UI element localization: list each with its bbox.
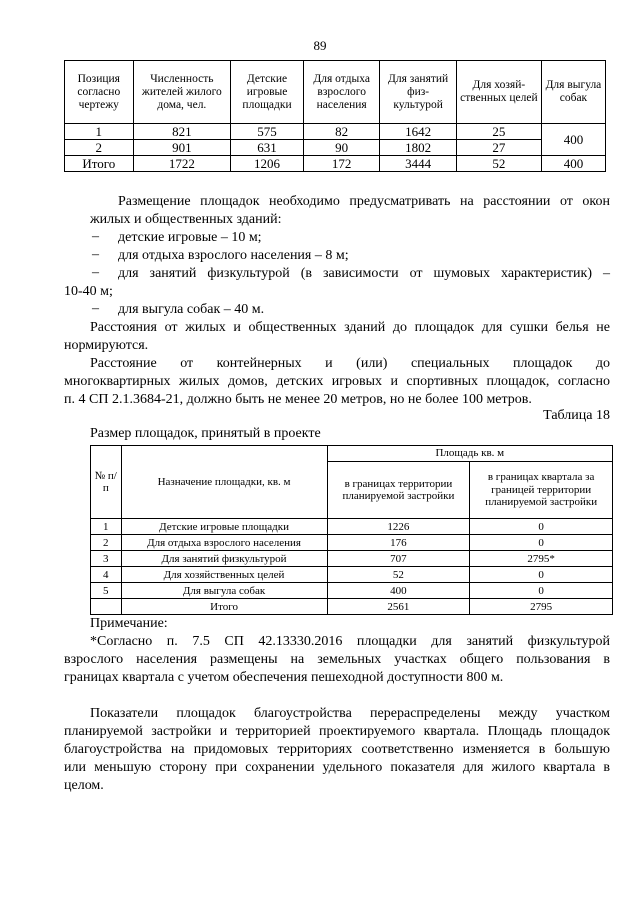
cell [91,599,122,615]
cell: 2795 [470,599,613,615]
cell: 0 [470,519,613,535]
cell: 27 [456,140,541,156]
col-header-inside: в границах территории планируемой застройки [327,462,470,519]
col-header: Для занятий физ-культурой [380,61,456,124]
table-row [91,583,613,599]
cell: 52 [327,567,470,583]
note-line: границах квартала с учетом обеспечения пешеходной доступности 800 м. [64,670,504,685]
cell: 821 [133,124,231,140]
table-header-row [91,446,613,462]
cell: 52 [456,156,541,172]
col-header: Численность жителей жилого дома, чел. [133,61,231,124]
list-item: для выгула собак – 40 м. [118,302,265,317]
cell: Детские игровые площадки [121,519,327,535]
cell: 400 [327,583,470,599]
paragraph-line: планируемой застройки и территорией проектируемого квартала. Площадь площадок [64,724,610,739]
paragraph-line: Расстояние от контейнерных и (или) специальных площадок до [90,356,610,371]
table-total-row [65,156,606,172]
cell: 3 [91,551,122,567]
table-total-row [91,599,613,615]
col-header: Для хозяй-ственных целей [456,61,541,124]
paragraph-line: Показатели площадок благоустройства перераспределены между участком [90,706,610,721]
cell: 172 [303,156,379,172]
cell: 1206 [231,156,304,172]
table-row [65,140,606,156]
table-row [91,551,613,567]
cell: 1226 [327,519,470,535]
cell: 3444 [380,156,456,172]
cell: 1722 [133,156,231,172]
cell: Для выгула собак [121,583,327,599]
note-line: *Согласно п. 7.5 СП 42.13330.2016 площадки для занятий физкультурой [90,634,610,649]
list-item: детские игровые – 10 м; [118,230,262,245]
playground-population-table [64,60,606,172]
paragraph-line: целом. [64,778,104,793]
cell: 1802 [380,140,456,156]
page-number: 89 [313,38,327,53]
col-header: Позиция согласно чертежу [65,61,134,124]
note-line: взрослого населения размещены на земельных участках общего пользования в [64,652,610,667]
cell: 2 [65,140,134,156]
cell-dogs-merged: 400 [541,124,605,156]
cell: Итого [65,156,134,172]
col-header-area: Площадь кв. м [327,446,612,462]
paragraph-line: Расстояния от жилых и общественных зданий до площадок для сушки белья не [90,320,610,335]
cell: 0 [470,583,613,599]
cell: 1 [65,124,134,140]
cell: 2561 [327,599,470,615]
cell: 575 [231,124,304,140]
cell: 176 [327,535,470,551]
table-header-row [65,61,606,124]
cell: 1642 [380,124,456,140]
cell: 82 [303,124,379,140]
cell: 4 [91,567,122,583]
paragraph-line: или меньшую сторону при сохранении удельного показателя для жилого квартала в [64,760,610,775]
paragraph-line: нормируются. [64,338,149,353]
table-row [91,567,613,583]
list-item: для занятий физкультурой (в зависимости от шумовых характеристик) – [118,266,610,281]
col-header: Для отдыха взрослого населения [303,61,379,124]
col-header-name: Назначение площадки, кв. м [121,446,327,519]
cell: 1 [91,519,122,535]
col-header-outside: в границах квартала за границей территории планируемой застройки [470,462,613,519]
paragraph-line: п. 4 СП 2.1.3684-21, должно быть не менее 20 метров, но не более 100 метров. [64,392,532,407]
cell: Для занятий физкультурой [121,551,327,567]
table-caption: Размер площадок, принятый в проекте [90,426,321,441]
cell: 25 [456,124,541,140]
cell: 707 [327,551,470,567]
cell: Итого [121,599,327,615]
cell: 2795* [470,551,613,567]
col-header: Детские игровые площадки [231,61,304,124]
cell: 90 [303,140,379,156]
table-row [65,124,606,140]
cell: Для хозяйственных целей [121,567,327,583]
cell: 0 [470,535,613,551]
paragraph-line: благоустройства на придомовых территориях соответственно изменяется в большую [64,742,610,757]
list-item: для отдыха взрослого населения – 8 м; [118,248,349,263]
cell: 5 [91,583,122,599]
cell: 2 [91,535,122,551]
playground-area-table [90,445,613,615]
table-row [91,519,613,535]
list-item-cont: 10-40 м; [64,284,113,299]
cell: 400 [541,156,605,172]
cell: 901 [133,140,231,156]
paragraph-line: многоквартирных жилых домов, детских игровых и спортивных площадок, согласно [64,374,610,389]
table-row [91,535,613,551]
col-header: Для выгула собак [541,61,605,124]
paragraph-line: Размещение площадок необходимо предусматривать на расстоянии от окон [118,194,610,209]
col-header-num: № п/п [91,446,122,519]
cell: 0 [470,567,613,583]
paragraph-line: жилых и общественных зданий: [90,212,282,227]
note-title: Примечание: [90,616,168,631]
cell: Для отдыха взрослого населения [121,535,327,551]
cell: 631 [231,140,304,156]
table-label: Таблица 18 [543,408,610,423]
